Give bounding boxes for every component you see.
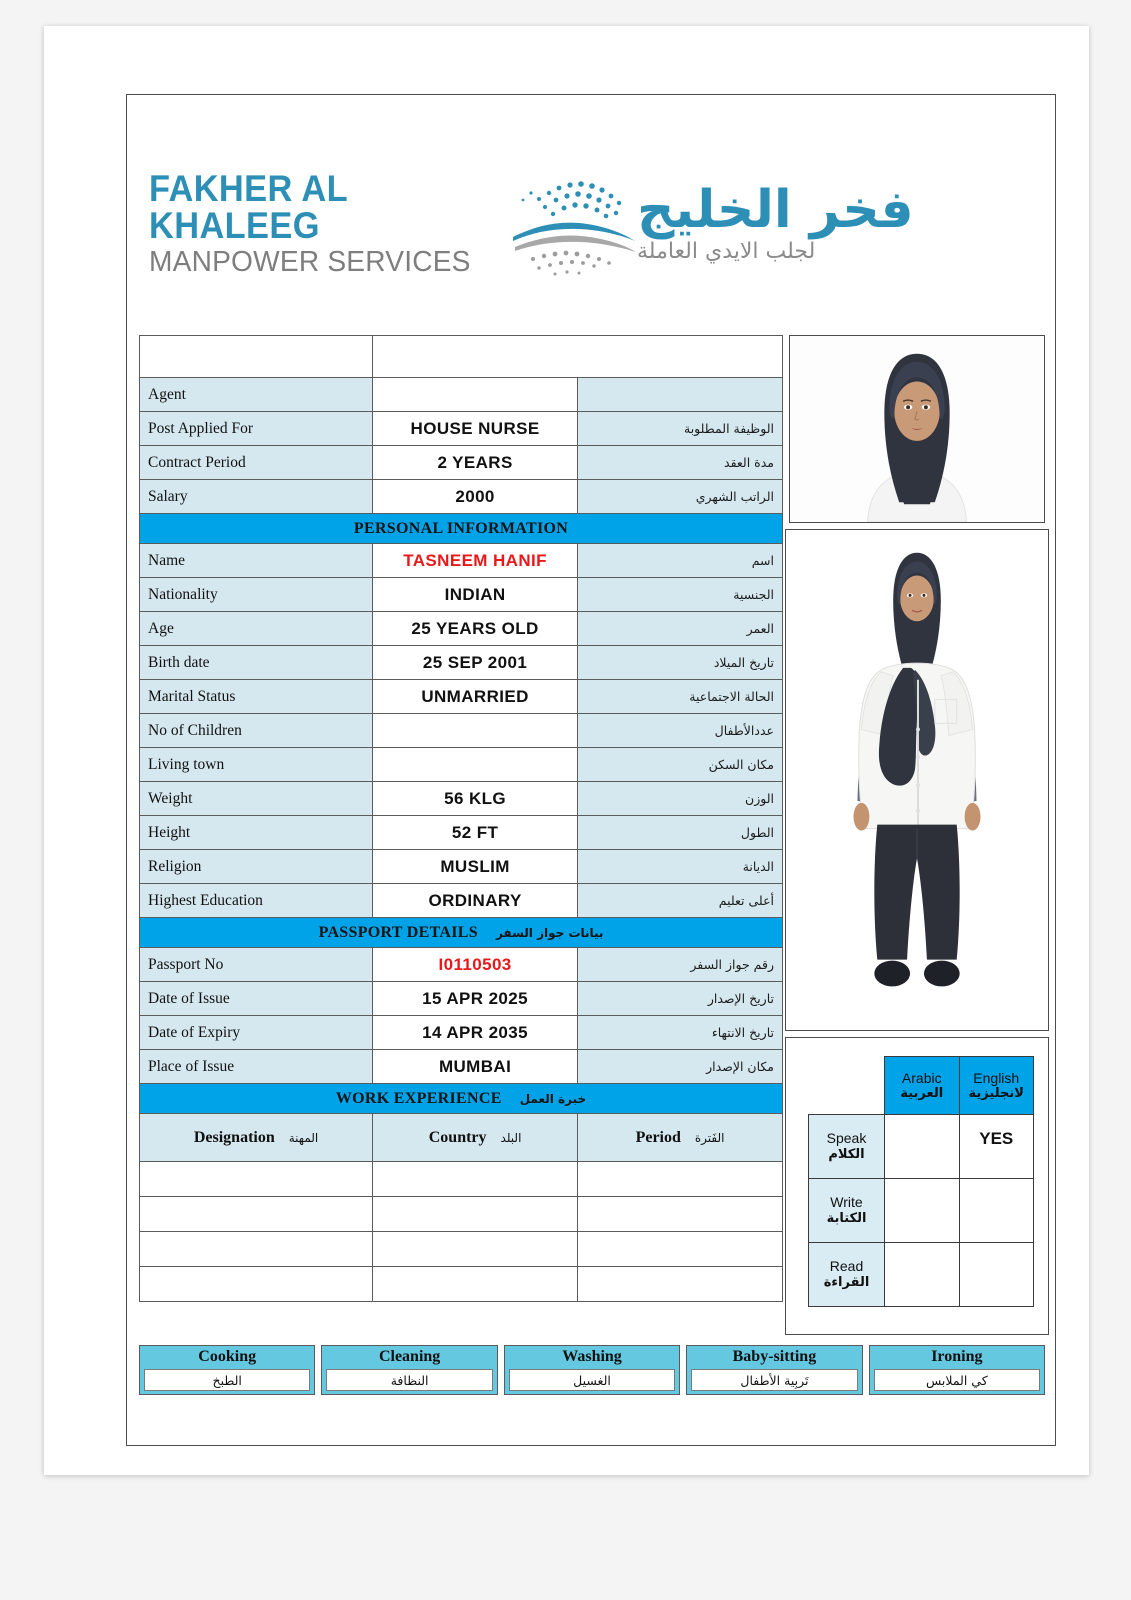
language-cell-english-read[interactable] (959, 1243, 1034, 1307)
company-header (127, 161, 1057, 287)
language-row-write (809, 1179, 1034, 1243)
table-row (140, 982, 783, 1016)
biodata-table (139, 335, 783, 1302)
paper-sheet (44, 26, 1089, 1475)
column-header-ar: البلد (500, 1130, 522, 1145)
table-row (140, 680, 783, 714)
section-title-en: WORK EXPERIENCE (335, 1089, 502, 1107)
column-header-country (373, 1114, 578, 1162)
row-label-arabic: العمر (578, 612, 783, 646)
row-label-arabic: عددالأطفال (578, 714, 783, 748)
column-header-en: Country (428, 1128, 487, 1146)
table-row (140, 748, 783, 782)
language-cell-arabic-write[interactable] (885, 1179, 960, 1243)
skills-strip (139, 1345, 1045, 1395)
row-label-arabic: الحالة الاجتماعية (578, 680, 783, 714)
column-header-period (578, 1114, 783, 1162)
language-column-arabic (885, 1057, 960, 1115)
skill-label-ar: الغسيل (573, 1372, 611, 1388)
table-row (140, 378, 783, 412)
language-cell-english-speak[interactable] (959, 1115, 1034, 1179)
language-column-english (959, 1057, 1034, 1115)
language-cell-arabic-read[interactable] (885, 1243, 960, 1307)
section-title-en: PASSPORT DETAILS (318, 923, 478, 941)
cell-country[interactable] (373, 1197, 578, 1232)
cell-period[interactable] (578, 1162, 783, 1197)
row-label-arabic: الجنسية (578, 578, 783, 612)
cell-country[interactable] (373, 1232, 578, 1267)
row-label-arabic: الديانة (578, 850, 783, 884)
section-title-ar: خبرة العمل (519, 1091, 587, 1106)
row-label: Agent (140, 378, 373, 412)
applicant-fullbody-photo (785, 529, 1049, 1031)
row-label-arabic: الوظيفة المطلوبة (578, 412, 783, 446)
row-label-arabic: الطول (578, 816, 783, 850)
row-label: Marital Status (140, 680, 373, 714)
table-row (140, 1016, 783, 1050)
row-value[interactable]: HOUSE NURSE (373, 412, 578, 446)
table-row (140, 1232, 783, 1267)
cell-designation[interactable] (140, 1267, 373, 1302)
row-value[interactable]: 14 APR 2035 (373, 1016, 578, 1050)
language-corner-cell (809, 1057, 885, 1115)
table-row (140, 336, 783, 378)
language-row-label-ar: القراءة (823, 1274, 870, 1290)
row-label-arabic: تاريخ الانتهاء (578, 1016, 783, 1050)
language-row-label-en: Write (830, 1193, 863, 1210)
skill-arabic-box (326, 1369, 492, 1391)
company-name-en-secondary: MANPOWER SERVICES (149, 245, 471, 278)
table-row (140, 850, 783, 884)
table-row (140, 480, 783, 514)
row-label-arabic: أعلى تعليم (578, 884, 783, 918)
logo-arabic-text (637, 179, 1057, 266)
row-value[interactable]: 2 YEARS (373, 446, 578, 480)
table-row (140, 646, 783, 680)
cell-country[interactable] (373, 1162, 578, 1197)
table-row (140, 782, 783, 816)
row-label-arabic: اسم (578, 544, 783, 578)
row-value[interactable]: UNMARRIED (373, 680, 578, 714)
skill-label-ar: الطبخ (212, 1372, 242, 1388)
applicant-headshot-photo (789, 335, 1045, 523)
work-experience-header-row (140, 1114, 783, 1162)
skill-label-ar: تَربِية الأطفال (740, 1372, 809, 1388)
row-label: Nationality (140, 578, 373, 612)
cell-country[interactable] (373, 1267, 578, 1302)
row-label: Birth date (140, 646, 373, 680)
skill-label-en: Cooking (198, 1348, 257, 1365)
row-label: Passport No (140, 948, 373, 982)
company-name-ar-primary: فخر الخليج (637, 179, 914, 240)
cell-designation[interactable] (140, 1197, 373, 1232)
language-row-label (809, 1179, 885, 1243)
row-label: Religion (140, 850, 373, 884)
row-value[interactable]: TASNEEM HANIF (373, 544, 578, 578)
table-row (140, 446, 783, 480)
table-row (140, 714, 783, 748)
row-label: Highest Education (140, 884, 373, 918)
column-header-en: Period (635, 1128, 681, 1146)
row-label-arabic: مكان السكن (578, 748, 783, 782)
language-cell-arabic-speak[interactable] (885, 1115, 960, 1179)
table-row (140, 1267, 783, 1302)
cell-designation[interactable] (140, 1232, 373, 1267)
row-label: Height (140, 816, 373, 850)
section-header-work-experience (140, 1084, 783, 1114)
row-value[interactable]: 2000 (373, 480, 578, 514)
skill-label-ar: النظافة (390, 1372, 429, 1388)
company-logo-icon (509, 169, 637, 279)
language-row-speak (809, 1115, 1034, 1179)
section-header-passport (140, 918, 783, 948)
column-header-en: Designation (193, 1128, 275, 1146)
row-value[interactable] (373, 748, 578, 782)
row-label-arabic: مكان الإصدار (578, 1050, 783, 1084)
row-value[interactable]: ORDINARY (373, 884, 578, 918)
column-header-ar: الفَترة (694, 1130, 725, 1145)
row-label-arabic: رقم جواز السفر (578, 948, 783, 982)
row-label-arabic: تاريخ الميلاد (578, 646, 783, 680)
language-row-label-en: Read (829, 1257, 864, 1274)
language-column-label-en: English (973, 1069, 1020, 1086)
table-row (140, 578, 783, 612)
row-label-arabic (578, 378, 783, 412)
row-value[interactable]: 25 SEP 2001 (373, 646, 578, 680)
row-label: Living town (140, 748, 373, 782)
table-row (140, 412, 783, 446)
row-value[interactable]: 56 KLG (373, 782, 578, 816)
skill-arabic-box (691, 1369, 857, 1391)
row-value[interactable] (373, 378, 578, 412)
skill-label-en: Ironing (931, 1348, 983, 1365)
row-value[interactable] (373, 714, 578, 748)
skill-baby-sitting[interactable] (686, 1345, 862, 1395)
table-row (140, 884, 783, 918)
row-label-arabic: تاريخ الإصدار (578, 982, 783, 1016)
skill-cleaning[interactable] (321, 1345, 497, 1395)
table-row (140, 612, 783, 646)
section-title-ar: بيانات جواز السفر (495, 925, 604, 940)
language-skills-panel (785, 1037, 1049, 1335)
document-frame (126, 94, 1056, 1446)
row-label-arabic: الراتب الشهري (578, 480, 783, 514)
table-row (140, 1050, 783, 1084)
row-value[interactable]: MUMBAI (373, 1050, 578, 1084)
blank-cell-right (373, 336, 783, 378)
row-label: Contract Period (140, 446, 373, 480)
skill-ironing[interactable] (869, 1345, 1045, 1395)
row-label: Post Applied For (140, 412, 373, 446)
row-label: Date of Expiry (140, 1016, 373, 1050)
table-row (140, 1197, 783, 1232)
skill-cooking[interactable] (139, 1345, 315, 1395)
skill-label-en: Baby-sitting (732, 1348, 817, 1365)
skill-label-en: Washing (562, 1348, 622, 1365)
language-row-read (809, 1243, 1034, 1307)
cell-period[interactable] (578, 1267, 783, 1302)
logo-english-text (127, 167, 509, 279)
row-label: No of Children (140, 714, 373, 748)
language-cell-english-write[interactable] (959, 1179, 1034, 1243)
skill-washing[interactable] (504, 1345, 680, 1395)
language-header-row (809, 1057, 1034, 1115)
table-row (140, 544, 783, 578)
company-name-en-primary: FAKHER AL KHALEEG (149, 167, 348, 246)
table-row (140, 948, 783, 982)
language-column-label-ar: لانجليزية (968, 1085, 1024, 1101)
row-value[interactable]: MUSLIM (373, 850, 578, 884)
skill-label-ar: كي الملابس (925, 1372, 988, 1388)
cell-period[interactable] (578, 1197, 783, 1232)
blank-cell-left (140, 336, 373, 378)
language-column-label-en: Arabic (901, 1069, 942, 1086)
row-label: Place of Issue (140, 1050, 373, 1084)
language-row-label-en: Speak (826, 1129, 867, 1146)
skill-label-en: Cleaning (378, 1348, 441, 1365)
column-header-designation (140, 1114, 373, 1162)
cell-designation[interactable] (140, 1162, 373, 1197)
row-label: Date of Issue (140, 982, 373, 1016)
skill-arabic-box (509, 1369, 675, 1391)
section-header-personal (140, 514, 783, 544)
column-header-ar: المهنة (288, 1130, 319, 1145)
row-label: Weight (140, 782, 373, 816)
section-title-en: PERSONAL INFORMATION (353, 519, 569, 537)
language-table (808, 1056, 1034, 1307)
language-row-label (809, 1115, 885, 1179)
row-label: Name (140, 544, 373, 578)
language-row-label (809, 1243, 885, 1307)
row-value[interactable]: INDIAN (373, 578, 578, 612)
company-name-ar-secondary: لجلب الايدي العاملة (637, 239, 816, 265)
row-value[interactable]: 52 FT (373, 816, 578, 850)
row-value[interactable]: I0110503 (373, 948, 578, 982)
skill-arabic-box (144, 1369, 310, 1391)
cell-period[interactable] (578, 1232, 783, 1267)
row-label-arabic: مدة العقد (578, 446, 783, 480)
language-row-label-ar: الكلام (828, 1146, 865, 1162)
language-column-label-ar: العربية (900, 1085, 944, 1101)
row-label: Salary (140, 480, 373, 514)
row-label: Age (140, 612, 373, 646)
language-value: YES (979, 1128, 1014, 1148)
table-row (140, 1162, 783, 1197)
row-label-arabic: الوزن (578, 782, 783, 816)
table-row (140, 816, 783, 850)
language-row-label-ar: الكتابة (826, 1210, 867, 1226)
skill-arabic-box (874, 1369, 1040, 1391)
row-value[interactable]: 25 YEARS OLD (373, 612, 578, 646)
row-value[interactable]: 15 APR 2025 (373, 982, 578, 1016)
